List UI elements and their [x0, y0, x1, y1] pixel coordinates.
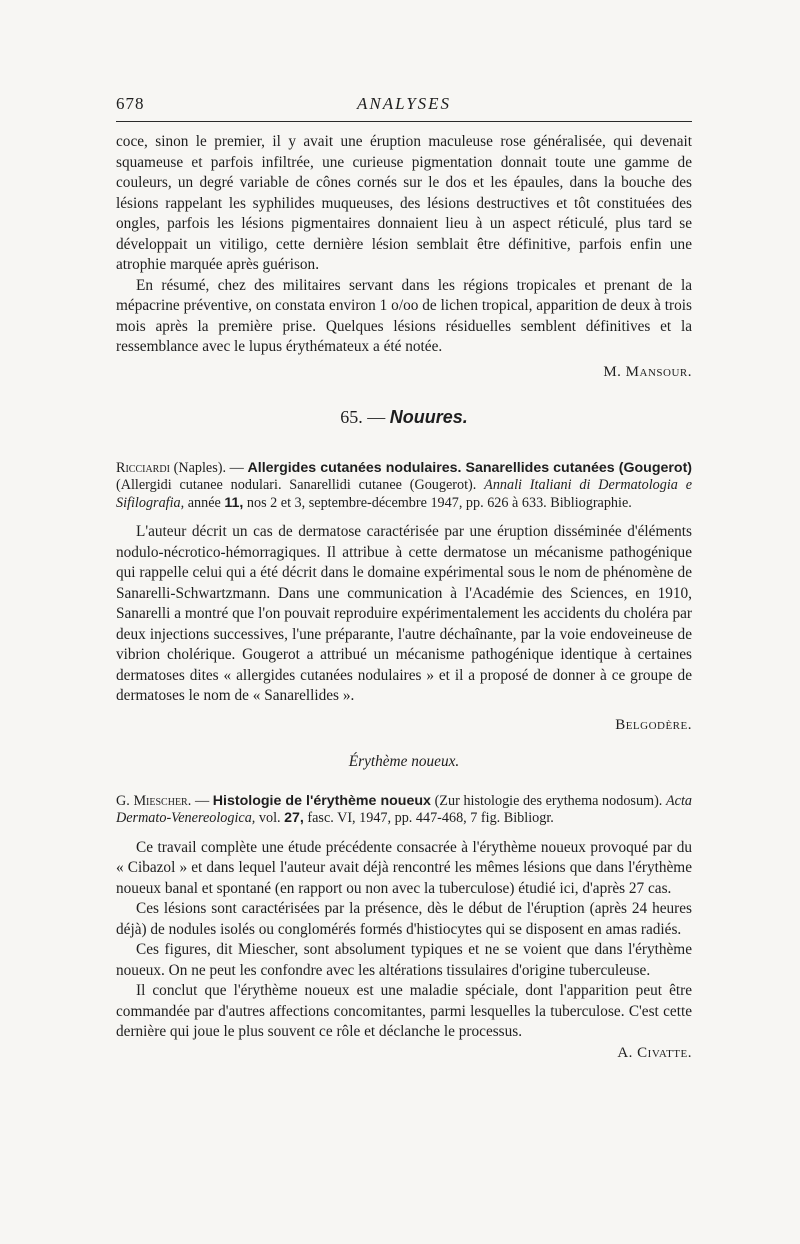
page-number: 678 [116, 94, 145, 113]
article1-body: L'auteur décrit un cas de dermatose caractérisée par une éruption disséminée d'éléments nodulo-nécrotico-hémorragiques. Il attribue à cette dermatose un mécanisme pathogénique qui rappelle celui qui a été décrit dans le domaine expérimental sous le nom de phénomène de Sanarelli-Schwartzmann. Dans une communication à l'Académie des Sciences, en 1910, Sanarelli a montré que l'on pouvait reproduire expérimentalement les accidents du choléra par deux injections successives, l'une préparante, l'autre déchaînante, par la voie endoveineuse de vibrion cholérique. Gougerot a attribué un mécanisme pathogénique identique à certaines dermatoses dites « allergides cutanées nodulaires » et il a proposé de donner à ce groupe de dermatoses le nom de « Sanarellides ». [116, 523, 692, 704]
article1-dash: — [229, 459, 244, 476]
article1-place: (Naples). [173, 459, 226, 476]
section-heading [116, 406, 692, 428]
running-head [116, 94, 692, 118]
article1-journal: Annali Italiani di Dermatologia e Sifilografia, [116, 477, 692, 511]
article2-paragraph-4: Il conclut que l'érythème noueux est une maladie spéciale, dont l'apparition peut être commandée par d'autres affections concomitantes, parmi lesquelles la tuberculose. C'est cette dernière qui joue le plus souvent ce rôle et déclanche le processus. [116, 982, 692, 1040]
article2-reference [116, 793, 692, 828]
article1-title: Allergides cutanées nodulaires. Sanarellides cutanées (Gougerot) [247, 459, 693, 476]
section1-paragraph-2: En résumé, chez des militaires servant dans les régions tropicales et prenant de la mépacrine préventive, on constata environ 1 o/oo de lichen tropical, apparition de deux à trois mois après la première prise. Quelques lésions résiduelles semblent définitives et la ressemblance avec le lupus érythémateux a été notée. [116, 276, 692, 355]
page-content [116, 132, 692, 1063]
article2-volume: 27, [284, 810, 304, 826]
article1-italian-title: (Allergidi cutanee nodulari. Sanarellidi cutanee (Gougerot). [116, 477, 477, 493]
header-rule [116, 121, 692, 122]
section1-paragraph-1: coce, sinon le premier, il y avait une éruption maculeuse rose généralisée, qui devenait squameuse et parfois infiltrée, une curieuse pigmentation donnait toute une gamme de couleurs, un degré variable de cônes cornés sur le dos et les épaules, dans la bouche des lésions rappelant les syphilides muqueuses, des lésions destructives et tôt constituées des ongles, parfois les lésions pigmentaires donnaient lieu à un aspect réticulé, plus tard se développait un vitiligo, cette dernière lésion semblait être définitive, parfois enfin une atrophie marquée après guérison. [116, 133, 692, 273]
article2-paragraph-3: Ces figures, dit Miescher, sont absolument typiques et ne se voient que dans l'érythème noueux. On ne peut les confondre avec les altérations tissulaires d'origine tuberculeuse. [116, 941, 692, 979]
article1-reference [116, 460, 692, 513]
section-dash: — [367, 406, 386, 427]
section-number: 65. [340, 406, 363, 427]
article1-volume: 11, [224, 494, 244, 511]
article2-german-title: (Zur histologie des erythema nodosum). [434, 792, 663, 809]
article2-paragraph-2: Ces lésions sont caractérisées par la présence, dès le début de l'éruption (après 24 heures déjà) de nodules isolés ou conglomérés formés d'histiocytes qui se disposent en amas radiés. [116, 900, 692, 938]
article2-paragraph-1: Ce travail complète une étude précédente consacrée à l'érythème noueux provoqué par du « Cibazol » et dans lequel l'auteur avait déjà rencontré les mêmes lésions que dans l'érythème noueux banal et spontané (en rapport ou non avec la tuberculose) étudié ici, d'après 27 cas. [116, 838, 692, 897]
article1-details: nos 2 et 3, septembre-décembre 1947, pp. 626 à 633. Bibliographie. [246, 494, 632, 511]
article2-vol-label: vol. [258, 810, 281, 826]
article2-dash: — [194, 792, 210, 809]
signature-belgodere: Belgodère. [615, 716, 692, 733]
article2-author: G. Miescher. [116, 792, 192, 809]
section-name: Nouures. [389, 406, 468, 427]
article1-author: Ricciardi [116, 459, 170, 476]
running-title: ANALYSES [356, 94, 452, 113]
subsection-title: Érythème noueux. [348, 752, 460, 770]
article1-year-label: année [187, 494, 221, 511]
article2-details: fasc. VI, 1947, pp. 447-468, 7 fig. Bibliogr. [307, 810, 554, 826]
signature-mansour: M. Mansour. [603, 363, 692, 380]
article2-title: Histologie de l'érythème noueux [212, 792, 431, 809]
signature-civatte: A. Civatte. [617, 1044, 692, 1061]
article2-journal: Acta Dermato-Venereologica, [116, 792, 693, 826]
